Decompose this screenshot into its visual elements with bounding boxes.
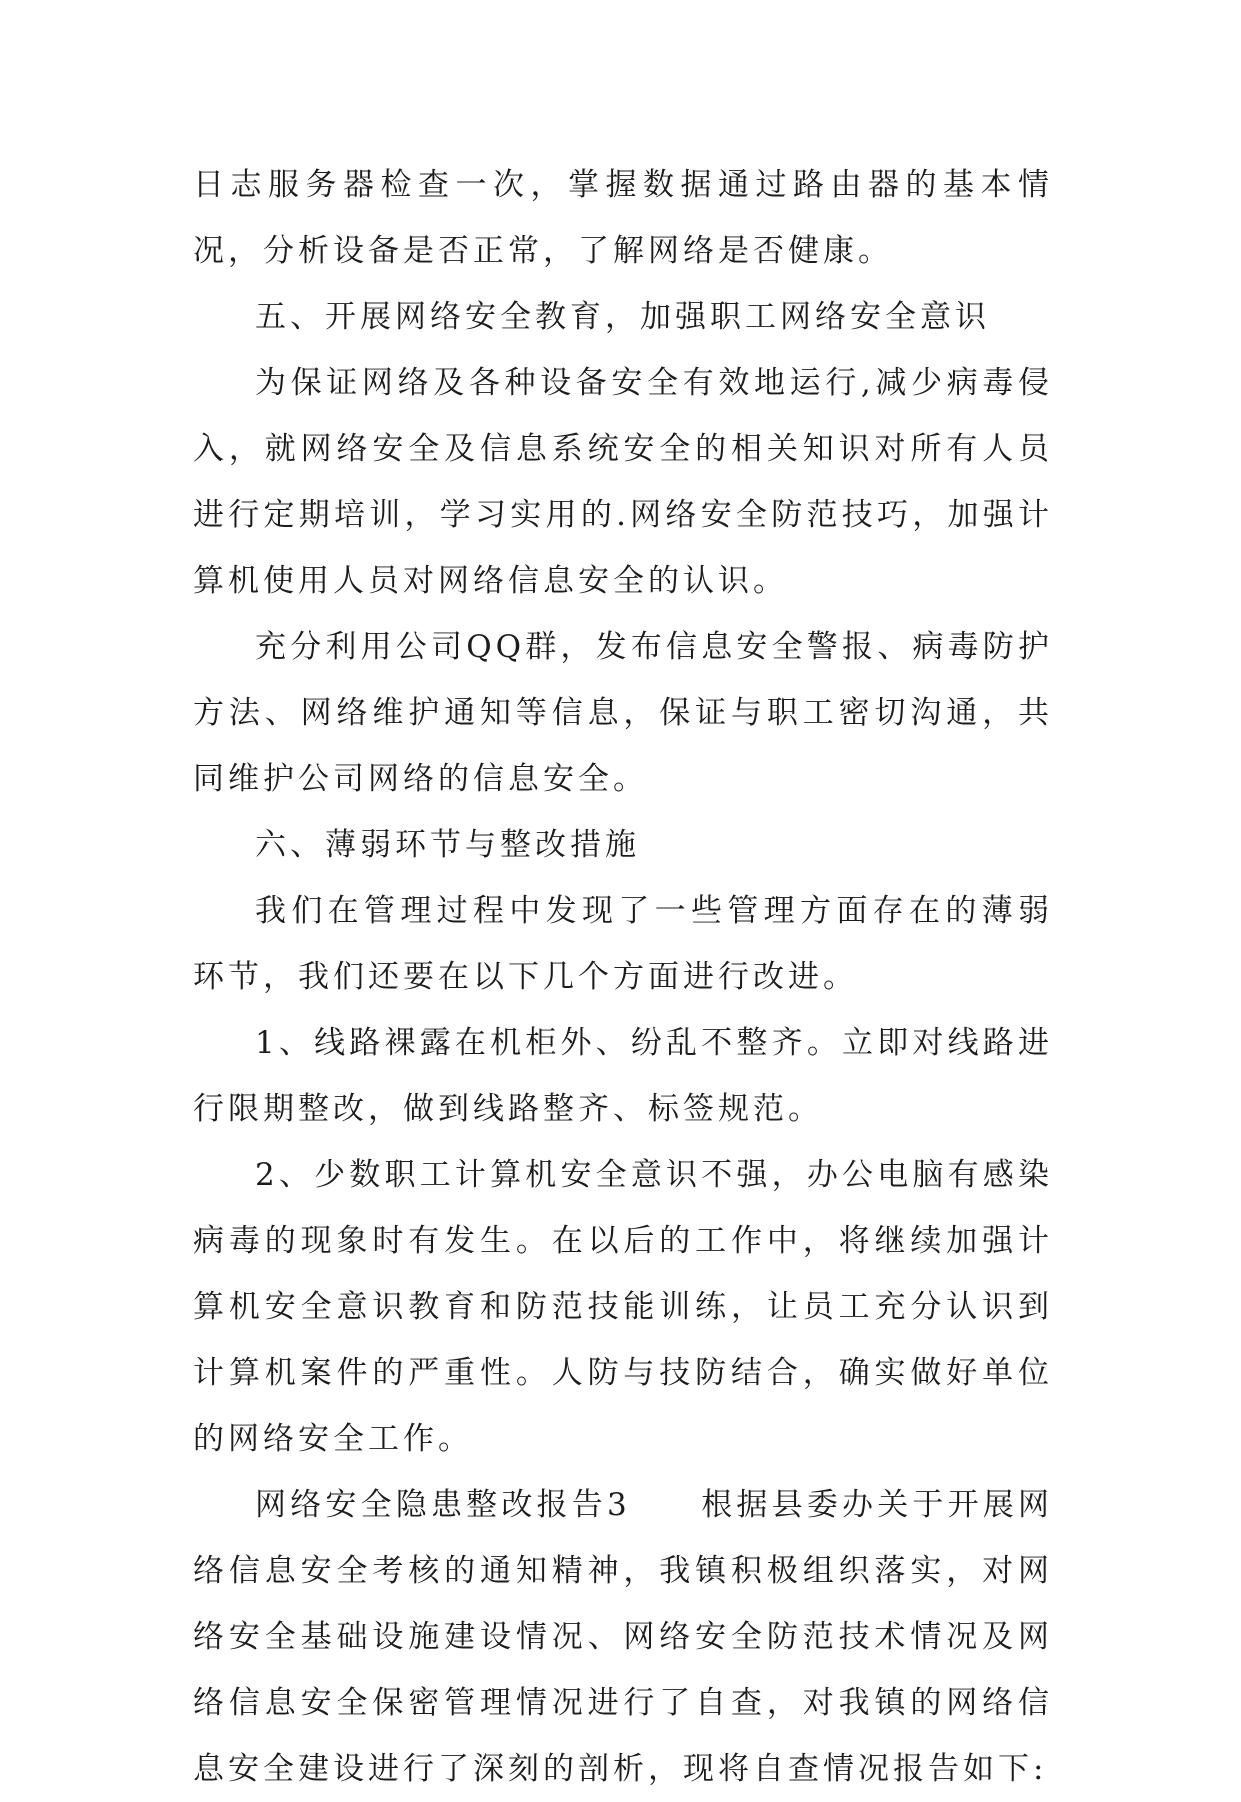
paragraph-qq-group: 充分利用公司QQ群，发布信息安全警报、病毒防护方法、网络维护通知等信息，保证与职工密切沟通，共同维护公司网络的信息安全。 xyxy=(193,629,1053,797)
document-body xyxy=(193,152,1053,1802)
paragraph-training: 为保证网络及各种设备安全有效地运行,减少病毒侵入，就网络安全及信息系统安全的相关知识对所有人员进行定期培训，学习实用的.网络安全防范技巧，加强计算机使用人员对网络信息安全的认识。 xyxy=(193,365,1053,599)
paragraph-weak-links: 我们在管理过程中发现了一些管理方面存在的薄弱环节，我们还要在以下几个方面进行改进。 xyxy=(193,893,1053,995)
list-item-1: 1、线路裸露在机柜外、纷乱不整齐。立即对线路进行限期整改，做到线路整齐、标签规范。 xyxy=(193,1025,1053,1127)
section-heading-six: 六、薄弱环节与整改措施 xyxy=(255,827,640,863)
paragraph-continuation: 日志服务器检查一次，掌握数据通过路由器的基本情况，分析设备是否正常，了解网络是否健康。 xyxy=(193,167,1053,269)
paragraph-report-3: 网络安全隐患整改报告3 根据县委办关于开展网络信息安全考核的通知精神，我镇积极组织落实，对网络安全基础设施建设情况、网络安全防范技术情况及网络信息安全保密管理情况进行了自查，对我镇的网络信息安全建设进行了深刻的剖析，现将自查情况报告如下: xyxy=(193,1487,1053,1787)
list-item-2: 2、少数职工计算机安全意识不强，办公电脑有感染病毒的现象时有发生。在以后的工作中，将继续加强计算机安全意识教育和防范技能训练，让员工充分认识到计算机案件的严重性。人防与技防结合，确实做好单位的网络安全工作。 xyxy=(193,1157,1053,1457)
section-heading-five: 五、开展网络安全教育，加强职工网络安全意识 xyxy=(255,299,990,335)
